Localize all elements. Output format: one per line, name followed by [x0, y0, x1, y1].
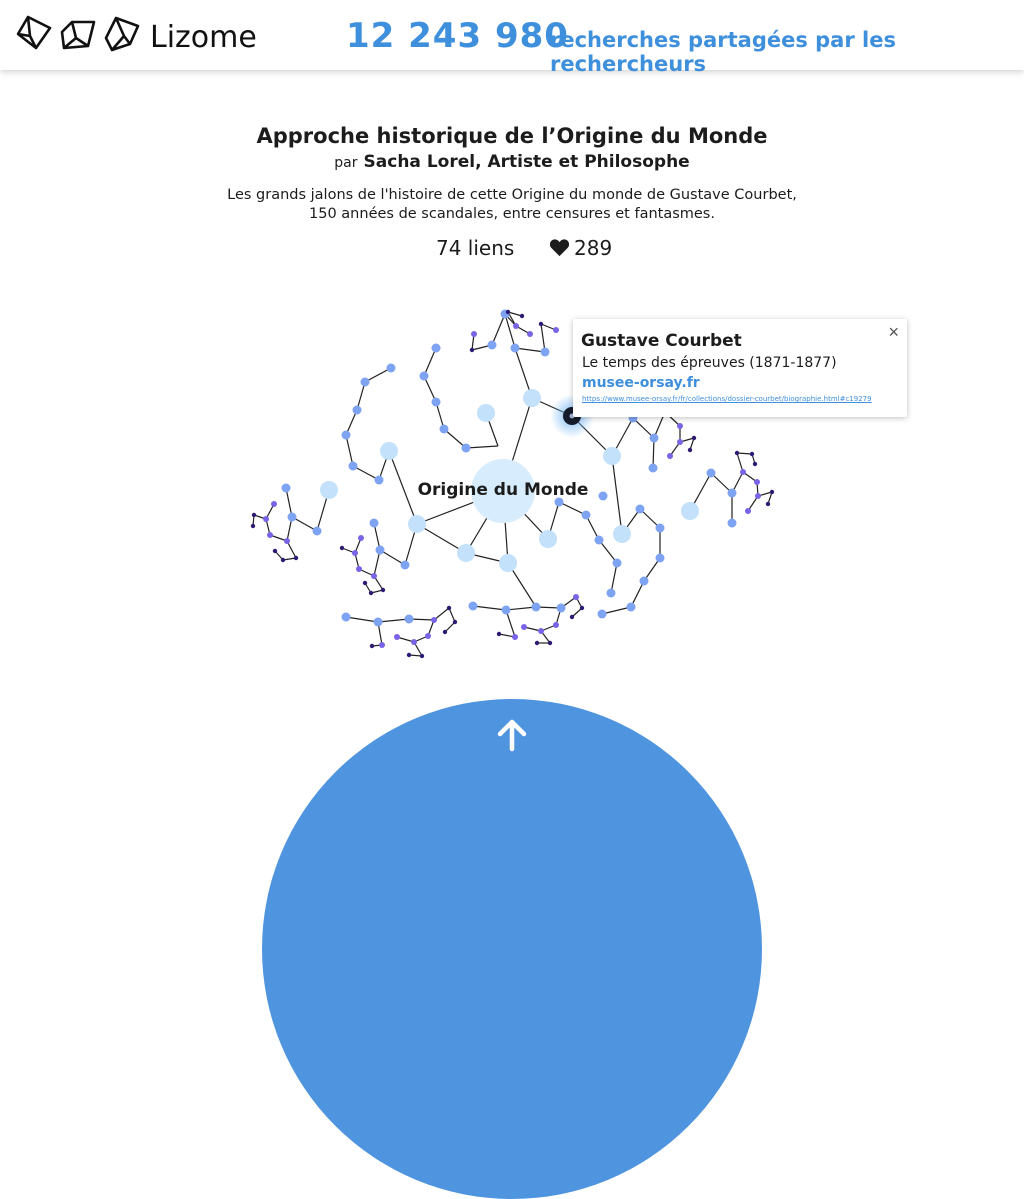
- description-line-2: 150 années de scandales, entre censures et fantasmes.: [309, 206, 715, 222]
- likes-count: 289: [574, 236, 613, 260]
- search-counter: 12 243 980: [346, 16, 569, 56]
- map-title: Approche historique de l’Origine du Monde: [256, 124, 768, 148]
- close-icon[interactable]: ×: [888, 322, 899, 342]
- search-counter-label: recherches partagées par les rechercheurs: [550, 28, 896, 76]
- lizome-logo[interactable]: [14, 14, 274, 58]
- svg-text:Lizome: Lizome: [150, 20, 257, 55]
- node-tooltip: [573, 319, 907, 417]
- by-prefix: par: [334, 155, 358, 171]
- top-header: [0, 0, 1024, 76]
- links-count: 74 liens: [436, 236, 515, 260]
- arrow-up-icon[interactable]: [495, 718, 529, 757]
- scroll-up-button[interactable]: [262, 699, 762, 1199]
- tooltip-domain-link[interactable]: musee-orsay.fr: [582, 375, 700, 391]
- description-line-1: Les grands jalons de l'histoire de cette Origine du monde de Gustave Courbet,: [227, 187, 797, 203]
- tooltip-title: Gustave Courbet: [581, 331, 742, 351]
- tooltip-url-link[interactable]: https://www.musee-orsay.fr/fr/collections/dossier-courbet/biographie.html#c19279: [582, 395, 872, 403]
- center-node-label: Origine du Monde: [417, 480, 589, 500]
- tooltip-subtitle: Le temps des épreuves (1871-1877): [582, 355, 837, 371]
- author-name[interactable]: Sacha Lorel, Artiste et Philosophe: [363, 152, 690, 172]
